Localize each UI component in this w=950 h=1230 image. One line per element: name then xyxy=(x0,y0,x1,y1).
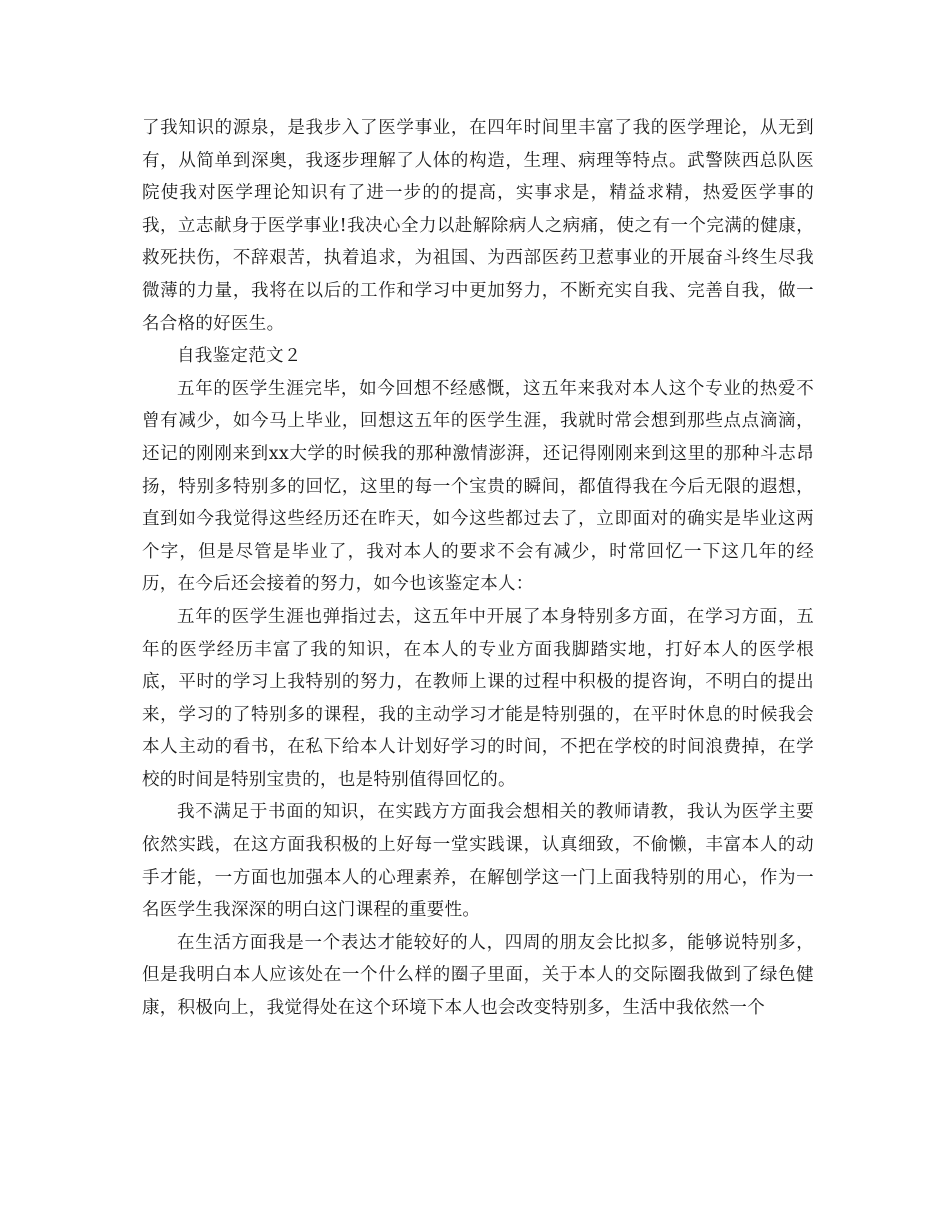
document-body xyxy=(142,112,814,1025)
paragraph: 五年的医学生涯完毕，如今回想不经感慨，这五年来我对本人这个专业的热爱不曾有减少，如今马上毕业，回想这五年的医学生涯，我就时常会想到那些点点滴滴，还记的刚刚来到xx大学的时候我的那种激情澎湃，还记得刚刚来到这里的那种斗志昂扬，特别多特别多的回忆，这里的每一个宝贵的瞬间，都值得我在今后无限的遐想，直到如今我觉得这些经历还在昨天，如今这些都过去了，立即面对的确实是毕业这两个字，但是尽管是毕业了，我对本人的要求不会有减少，时常回忆一下这几年的经历，在今后还会接着的努力，如今也该鉴定本人： xyxy=(142,378,814,595)
section-heading: 自我鉴定范文２ xyxy=(177,346,302,367)
paragraph: 五年的医学生涯也弹指过去，这五年中开展了本身特别多方面，在学习方面，五年的医学经历丰富了我的知识，在本人的专业方面我脚踏实地，打好本人的医学根底，平时的学习上我特别的努力，在教师上课的过程中积极的提咨询，不明白的提出来，学习的了特别多的课程，我的主动学习才能是特别强的，在平时休息的时候我会本人主动的看书，在私下给本人计划好学习的时间，不把在学校的时间浪费掉，在学校的时间是特别宝贵的，也是特别值得回忆的。 xyxy=(142,606,814,790)
paragraph: 在生活方面我是一个表达才能较好的人，四周的朋友会比拟多，能够说特别多，但是我明白本人应该处在一个什么样的圈子里面，关于本人的交际圈我做到了绿色健康，积极向上，我觉得处在这个环境下本人也会改变特别多，生活中我依然一个 xyxy=(142,932,814,1019)
paragraph-continued: 了我知识的源泉，是我步入了医学事业，在四年时间里丰富了我的医学理论，从无到有，从简单到深奥，我逐步理解了人体的构造，生理、病理等特点。武警陕西总队医院使我对医学理论知识有了进一步的的提高，实事求是，精益求精，热爱医学事的我，立志献身于医学事业!我决心全力以赴解除病人之病痛，使之有一个完满的健康，救死扶伤，不辞艰苦，执着追求，为祖国、为西部医药卫惹事业的开展奋斗终生尽我微薄的力量，我将在以后的工作和学习中更加努力，不断充实自我、完善自我，做一名合格的好医生。 xyxy=(142,118,814,334)
paragraph: 我不满足于书面的知识，在实践方方面我会想相关的教师请教，我认为医学主要依然实践，在这方面我积极的上好每一堂实践课，认真细致，不偷懒，丰富本人的动手才能，一方面也加强本人的心理素养，在解刨学这一门上面我特别的用心，作为一名医学生我深深的明白这门课程的重要性。 xyxy=(142,802,814,921)
